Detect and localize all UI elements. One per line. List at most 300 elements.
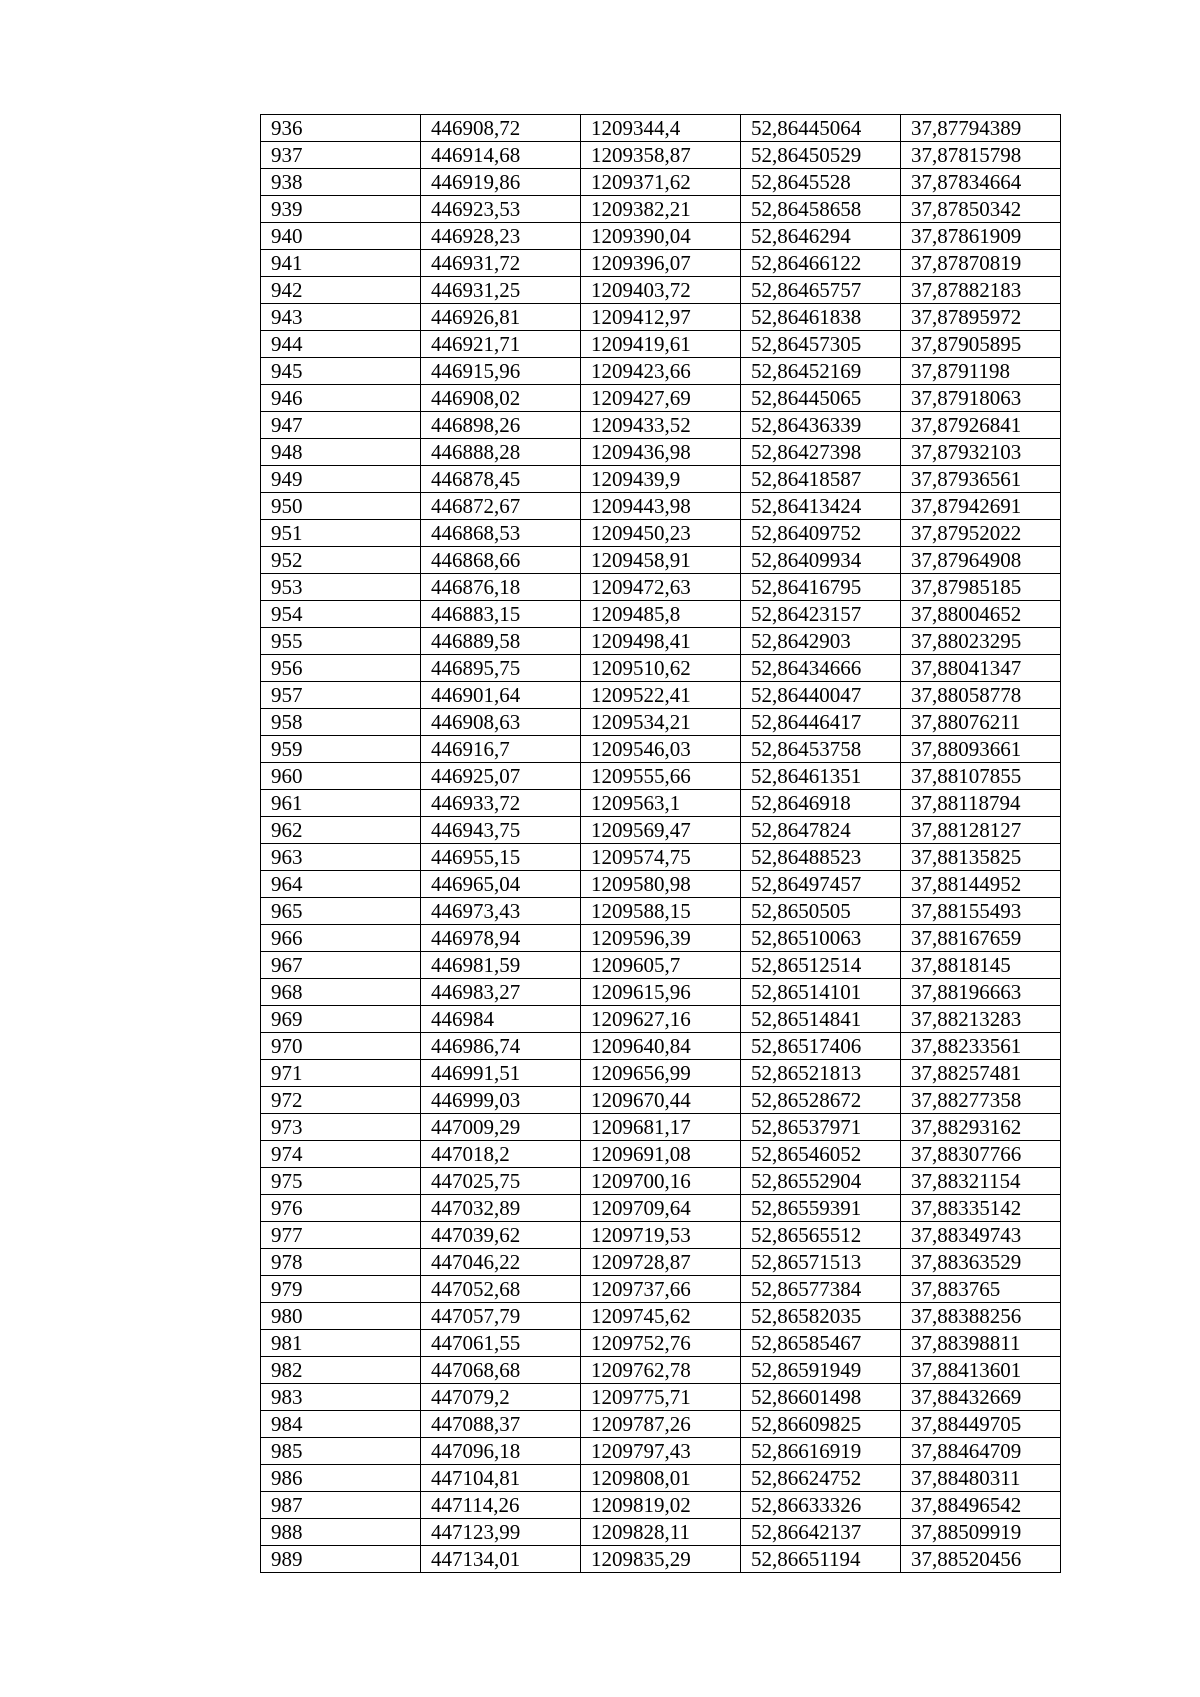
point-number-cell: 986 [261,1465,421,1492]
table-row [261,439,1061,466]
longitude-cell: 37,883765 [901,1276,1061,1303]
y-coordinate-cell: 1209569,47 [581,817,741,844]
y-coordinate-cell: 1209808,01 [581,1465,741,1492]
table-row [261,1519,1061,1546]
x-coordinate-cell: 447123,99 [421,1519,581,1546]
table-row [261,1033,1061,1060]
x-coordinate-cell: 446898,26 [421,412,581,439]
longitude-cell: 37,8818145 [901,952,1061,979]
x-coordinate-cell: 446931,72 [421,250,581,277]
longitude-cell: 37,88398811 [901,1330,1061,1357]
point-number-cell: 936 [261,115,421,142]
y-coordinate-cell: 1209797,43 [581,1438,741,1465]
point-number-cell: 982 [261,1357,421,1384]
x-coordinate-cell: 446923,53 [421,196,581,223]
x-coordinate-cell: 446999,03 [421,1087,581,1114]
x-coordinate-cell: 446921,71 [421,331,581,358]
longitude-cell: 37,88464709 [901,1438,1061,1465]
table-row [261,709,1061,736]
longitude-cell: 37,87850342 [901,196,1061,223]
coordinates-table [260,114,1061,1573]
latitude-cell: 52,86585467 [741,1330,901,1357]
table-row [261,115,1061,142]
x-coordinate-cell: 446876,18 [421,574,581,601]
longitude-cell: 37,88118794 [901,790,1061,817]
longitude-cell: 37,88480311 [901,1465,1061,1492]
point-number-cell: 965 [261,898,421,925]
y-coordinate-cell: 1209752,76 [581,1330,741,1357]
x-coordinate-cell: 446919,86 [421,169,581,196]
point-number-cell: 967 [261,952,421,979]
x-coordinate-cell: 447025,75 [421,1168,581,1195]
table-row [261,1276,1061,1303]
x-coordinate-cell: 446916,7 [421,736,581,763]
table-row [261,1114,1061,1141]
table-row [261,1168,1061,1195]
latitude-cell: 52,86624752 [741,1465,901,1492]
point-number-cell: 938 [261,169,421,196]
latitude-cell: 52,86497457 [741,871,901,898]
point-number-cell: 946 [261,385,421,412]
point-number-cell: 941 [261,250,421,277]
point-number-cell: 962 [261,817,421,844]
y-coordinate-cell: 1209828,11 [581,1519,741,1546]
latitude-cell: 52,86571513 [741,1249,901,1276]
table-row [261,1357,1061,1384]
y-coordinate-cell: 1209439,9 [581,466,741,493]
latitude-cell: 52,86461838 [741,304,901,331]
longitude-cell: 37,87794389 [901,115,1061,142]
x-coordinate-cell: 447039,62 [421,1222,581,1249]
table-row [261,1438,1061,1465]
longitude-cell: 37,87882183 [901,277,1061,304]
point-number-cell: 957 [261,682,421,709]
point-number-cell: 948 [261,439,421,466]
latitude-cell: 52,86577384 [741,1276,901,1303]
table-row [261,493,1061,520]
longitude-cell: 37,87815798 [901,142,1061,169]
longitude-cell: 37,88196663 [901,979,1061,1006]
longitude-cell: 37,88004652 [901,601,1061,628]
x-coordinate-cell: 447032,89 [421,1195,581,1222]
y-coordinate-cell: 1209700,16 [581,1168,741,1195]
table-row [261,412,1061,439]
x-coordinate-cell: 447052,68 [421,1276,581,1303]
table-row [261,466,1061,493]
longitude-cell: 37,88128127 [901,817,1061,844]
y-coordinate-cell: 1209580,98 [581,871,741,898]
y-coordinate-cell: 1209775,71 [581,1384,741,1411]
point-number-cell: 977 [261,1222,421,1249]
latitude-cell: 52,8647824 [741,817,901,844]
point-number-cell: 937 [261,142,421,169]
x-coordinate-cell: 446973,43 [421,898,581,925]
point-number-cell: 951 [261,520,421,547]
point-number-cell: 983 [261,1384,421,1411]
table-row [261,790,1061,817]
y-coordinate-cell: 1209670,44 [581,1087,741,1114]
coordinates-table-body [261,115,1061,1573]
latitude-cell: 52,86452169 [741,358,901,385]
y-coordinate-cell: 1209691,08 [581,1141,741,1168]
longitude-cell: 37,88413601 [901,1357,1061,1384]
point-number-cell: 944 [261,331,421,358]
latitude-cell: 52,86453758 [741,736,901,763]
y-coordinate-cell: 1209787,26 [581,1411,741,1438]
x-coordinate-cell: 446872,67 [421,493,581,520]
x-coordinate-cell: 446984 [421,1006,581,1033]
y-coordinate-cell: 1209390,04 [581,223,741,250]
y-coordinate-cell: 1209472,63 [581,574,741,601]
x-coordinate-cell: 446928,23 [421,223,581,250]
point-number-cell: 987 [261,1492,421,1519]
table-row [261,277,1061,304]
point-number-cell: 968 [261,979,421,1006]
x-coordinate-cell: 447046,22 [421,1249,581,1276]
latitude-cell: 52,86510063 [741,925,901,952]
x-coordinate-cell: 447068,68 [421,1357,581,1384]
y-coordinate-cell: 1209615,96 [581,979,741,1006]
y-coordinate-cell: 1209819,02 [581,1492,741,1519]
x-coordinate-cell: 446868,66 [421,547,581,574]
table-row [261,1330,1061,1357]
longitude-cell: 37,88023295 [901,628,1061,655]
y-coordinate-cell: 1209344,4 [581,115,741,142]
latitude-cell: 52,8642903 [741,628,901,655]
latitude-cell: 52,86559391 [741,1195,901,1222]
longitude-cell: 37,87936561 [901,466,1061,493]
longitude-cell: 37,88496542 [901,1492,1061,1519]
y-coordinate-cell: 1209574,75 [581,844,741,871]
longitude-cell: 37,88167659 [901,925,1061,952]
latitude-cell: 52,86565512 [741,1222,901,1249]
latitude-cell: 52,86546052 [741,1141,901,1168]
table-row [261,898,1061,925]
table-row [261,142,1061,169]
y-coordinate-cell: 1209640,84 [581,1033,741,1060]
longitude-cell: 37,87834664 [901,169,1061,196]
x-coordinate-cell: 446955,15 [421,844,581,871]
table-row [261,763,1061,790]
x-coordinate-cell: 447134,01 [421,1546,581,1573]
point-number-cell: 984 [261,1411,421,1438]
y-coordinate-cell: 1209412,97 [581,304,741,331]
latitude-cell: 52,86457305 [741,331,901,358]
table-row [261,1060,1061,1087]
latitude-cell: 52,86591949 [741,1357,901,1384]
table-row [261,844,1061,871]
y-coordinate-cell: 1209563,1 [581,790,741,817]
x-coordinate-cell: 446931,25 [421,277,581,304]
y-coordinate-cell: 1209427,69 [581,385,741,412]
table-row [261,817,1061,844]
longitude-cell: 37,88107855 [901,763,1061,790]
latitude-cell: 52,86514841 [741,1006,901,1033]
y-coordinate-cell: 1209588,15 [581,898,741,925]
y-coordinate-cell: 1209728,87 [581,1249,741,1276]
table-row [261,871,1061,898]
x-coordinate-cell: 446908,63 [421,709,581,736]
point-number-cell: 942 [261,277,421,304]
table-row [261,601,1061,628]
point-number-cell: 981 [261,1330,421,1357]
point-number-cell: 954 [261,601,421,628]
y-coordinate-cell: 1209522,41 [581,682,741,709]
latitude-cell: 52,86582035 [741,1303,901,1330]
table-row [261,1384,1061,1411]
table-row [261,1195,1061,1222]
y-coordinate-cell: 1209371,62 [581,169,741,196]
table-row [261,1006,1061,1033]
latitude-cell: 52,86512514 [741,952,901,979]
longitude-cell: 37,87964908 [901,547,1061,574]
y-coordinate-cell: 1209762,78 [581,1357,741,1384]
y-coordinate-cell: 1209546,03 [581,736,741,763]
point-number-cell: 940 [261,223,421,250]
latitude-cell: 52,86413424 [741,493,901,520]
x-coordinate-cell: 446888,28 [421,439,581,466]
table-row [261,925,1061,952]
table-row [261,1492,1061,1519]
longitude-cell: 37,88093661 [901,736,1061,763]
table-row [261,223,1061,250]
longitude-cell: 37,88257481 [901,1060,1061,1087]
x-coordinate-cell: 447088,37 [421,1411,581,1438]
table-row [261,1222,1061,1249]
y-coordinate-cell: 1209719,53 [581,1222,741,1249]
point-number-cell: 976 [261,1195,421,1222]
latitude-cell: 52,86409934 [741,547,901,574]
table-row [261,1411,1061,1438]
y-coordinate-cell: 1209745,62 [581,1303,741,1330]
point-number-cell: 960 [261,763,421,790]
y-coordinate-cell: 1209443,98 [581,493,741,520]
longitude-cell: 37,87870819 [901,250,1061,277]
latitude-cell: 52,86465757 [741,277,901,304]
x-coordinate-cell: 446914,68 [421,142,581,169]
y-coordinate-cell: 1209450,23 [581,520,741,547]
latitude-cell: 52,86418587 [741,466,901,493]
y-coordinate-cell: 1209485,8 [581,601,741,628]
y-coordinate-cell: 1209656,99 [581,1060,741,1087]
longitude-cell: 37,8791198 [901,358,1061,385]
latitude-cell: 52,86461351 [741,763,901,790]
longitude-cell: 37,88041347 [901,655,1061,682]
x-coordinate-cell: 446983,27 [421,979,581,1006]
y-coordinate-cell: 1209627,16 [581,1006,741,1033]
point-number-cell: 956 [261,655,421,682]
point-number-cell: 950 [261,493,421,520]
latitude-cell: 52,86440047 [741,682,901,709]
point-number-cell: 973 [261,1114,421,1141]
latitude-cell: 52,86450529 [741,142,901,169]
point-number-cell: 943 [261,304,421,331]
latitude-cell: 52,86552904 [741,1168,901,1195]
point-number-cell: 955 [261,628,421,655]
longitude-cell: 37,87918063 [901,385,1061,412]
latitude-cell: 52,86521813 [741,1060,901,1087]
longitude-cell: 37,88363529 [901,1249,1061,1276]
longitude-cell: 37,87895972 [901,304,1061,331]
latitude-cell: 52,86466122 [741,250,901,277]
point-number-cell: 958 [261,709,421,736]
longitude-cell: 37,87952022 [901,520,1061,547]
point-number-cell: 949 [261,466,421,493]
latitude-cell: 52,86528672 [741,1087,901,1114]
y-coordinate-cell: 1209534,21 [581,709,741,736]
y-coordinate-cell: 1209681,17 [581,1114,741,1141]
table-row [261,736,1061,763]
longitude-cell: 37,88449705 [901,1411,1061,1438]
x-coordinate-cell: 446965,04 [421,871,581,898]
y-coordinate-cell: 1209835,29 [581,1546,741,1573]
point-number-cell: 978 [261,1249,421,1276]
longitude-cell: 37,88213283 [901,1006,1061,1033]
x-coordinate-cell: 446986,74 [421,1033,581,1060]
point-number-cell: 985 [261,1438,421,1465]
y-coordinate-cell: 1209358,87 [581,142,741,169]
table-row [261,304,1061,331]
table-row [261,358,1061,385]
x-coordinate-cell: 446981,59 [421,952,581,979]
latitude-cell: 52,86601498 [741,1384,901,1411]
point-number-cell: 989 [261,1546,421,1573]
longitude-cell: 37,88335142 [901,1195,1061,1222]
table-row [261,1249,1061,1276]
point-number-cell: 980 [261,1303,421,1330]
x-coordinate-cell: 447057,79 [421,1303,581,1330]
point-number-cell: 961 [261,790,421,817]
latitude-cell: 52,86416795 [741,574,901,601]
point-number-cell: 979 [261,1276,421,1303]
x-coordinate-cell: 446943,75 [421,817,581,844]
longitude-cell: 37,87926841 [901,412,1061,439]
point-number-cell: 969 [261,1006,421,1033]
x-coordinate-cell: 446978,94 [421,925,581,952]
longitude-cell: 37,88144952 [901,871,1061,898]
longitude-cell: 37,88233561 [901,1033,1061,1060]
table-row [261,1141,1061,1168]
point-number-cell: 966 [261,925,421,952]
point-number-cell: 953 [261,574,421,601]
point-number-cell: 963 [261,844,421,871]
y-coordinate-cell: 1209403,72 [581,277,741,304]
y-coordinate-cell: 1209396,07 [581,250,741,277]
longitude-cell: 37,88388256 [901,1303,1061,1330]
point-number-cell: 975 [261,1168,421,1195]
x-coordinate-cell: 447079,2 [421,1384,581,1411]
latitude-cell: 52,86436339 [741,412,901,439]
latitude-cell: 52,86446417 [741,709,901,736]
table-row [261,1546,1061,1573]
y-coordinate-cell: 1209596,39 [581,925,741,952]
x-coordinate-cell: 447018,2 [421,1141,581,1168]
x-coordinate-cell: 446925,07 [421,763,581,790]
latitude-cell: 52,86642137 [741,1519,901,1546]
x-coordinate-cell: 446883,15 [421,601,581,628]
latitude-cell: 52,86427398 [741,439,901,466]
point-number-cell: 959 [261,736,421,763]
table-row [261,331,1061,358]
longitude-cell: 37,88349743 [901,1222,1061,1249]
longitude-cell: 37,88155493 [901,898,1061,925]
point-number-cell: 939 [261,196,421,223]
y-coordinate-cell: 1209423,66 [581,358,741,385]
table-row [261,1303,1061,1330]
x-coordinate-cell: 446908,02 [421,385,581,412]
y-coordinate-cell: 1209436,98 [581,439,741,466]
latitude-cell: 52,8645528 [741,169,901,196]
x-coordinate-cell: 447061,55 [421,1330,581,1357]
latitude-cell: 52,86423157 [741,601,901,628]
longitude-cell: 37,88058778 [901,682,1061,709]
longitude-cell: 37,88307766 [901,1141,1061,1168]
x-coordinate-cell: 446915,96 [421,358,581,385]
y-coordinate-cell: 1209605,7 [581,952,741,979]
latitude-cell: 52,86458658 [741,196,901,223]
y-coordinate-cell: 1209510,62 [581,655,741,682]
point-number-cell: 947 [261,412,421,439]
latitude-cell: 52,8646918 [741,790,901,817]
point-number-cell: 964 [261,871,421,898]
table-row [261,547,1061,574]
x-coordinate-cell: 446933,72 [421,790,581,817]
longitude-cell: 37,88509919 [901,1519,1061,1546]
point-number-cell: 974 [261,1141,421,1168]
latitude-cell: 52,86445065 [741,385,901,412]
table-row [261,682,1061,709]
y-coordinate-cell: 1209737,66 [581,1276,741,1303]
y-coordinate-cell: 1209382,21 [581,196,741,223]
latitude-cell: 52,86633326 [741,1492,901,1519]
x-coordinate-cell: 446868,53 [421,520,581,547]
longitude-cell: 37,88520456 [901,1546,1061,1573]
x-coordinate-cell: 446908,72 [421,115,581,142]
longitude-cell: 37,88277358 [901,1087,1061,1114]
point-number-cell: 971 [261,1060,421,1087]
x-coordinate-cell: 446926,81 [421,304,581,331]
latitude-cell: 52,8646294 [741,223,901,250]
x-coordinate-cell: 446901,64 [421,682,581,709]
latitude-cell: 52,86609825 [741,1411,901,1438]
point-number-cell: 945 [261,358,421,385]
y-coordinate-cell: 1209555,66 [581,763,741,790]
table-row [261,574,1061,601]
x-coordinate-cell: 446878,45 [421,466,581,493]
y-coordinate-cell: 1209709,64 [581,1195,741,1222]
point-number-cell: 952 [261,547,421,574]
latitude-cell: 52,86409752 [741,520,901,547]
table-row [261,979,1061,1006]
longitude-cell: 37,88321154 [901,1168,1061,1195]
longitude-cell: 37,87985185 [901,574,1061,601]
x-coordinate-cell: 447104,81 [421,1465,581,1492]
latitude-cell: 52,86517406 [741,1033,901,1060]
x-coordinate-cell: 447009,29 [421,1114,581,1141]
longitude-cell: 37,87861909 [901,223,1061,250]
table-row [261,628,1061,655]
point-number-cell: 970 [261,1033,421,1060]
longitude-cell: 37,88076211 [901,709,1061,736]
y-coordinate-cell: 1209419,61 [581,331,741,358]
latitude-cell: 52,86445064 [741,115,901,142]
latitude-cell: 52,86434666 [741,655,901,682]
x-coordinate-cell: 447096,18 [421,1438,581,1465]
latitude-cell: 52,86514101 [741,979,901,1006]
latitude-cell: 52,86488523 [741,844,901,871]
latitude-cell: 52,86616919 [741,1438,901,1465]
longitude-cell: 37,87905895 [901,331,1061,358]
